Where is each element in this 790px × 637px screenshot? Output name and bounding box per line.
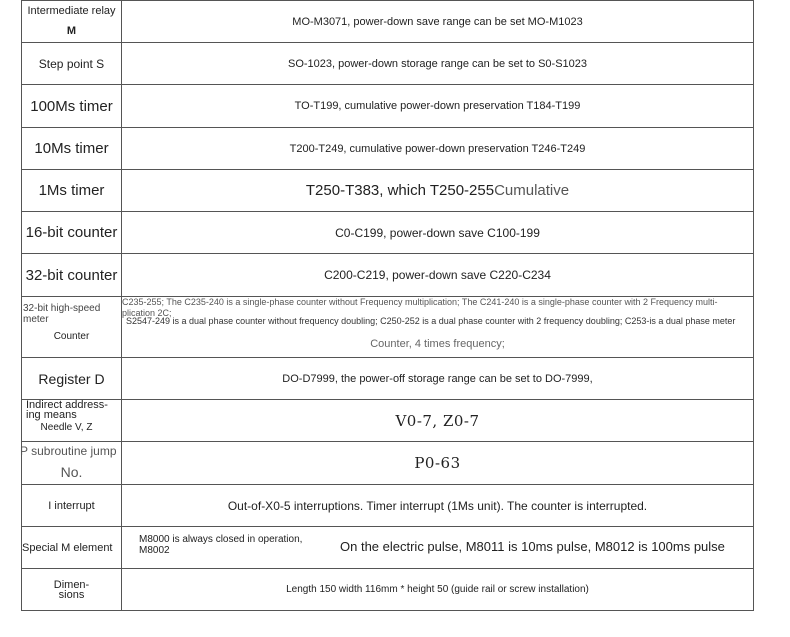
row-value-right: On the electric pulse, M8011 is 10ms pulse, M8012 is 100ms pulse — [340, 539, 725, 554]
table-row — [22, 212, 754, 254]
row-label: 1Ms timer — [22, 170, 122, 212]
row-label-text: P subroutine jump — [20, 444, 117, 458]
row-value-line-1: C235-255; The C235-240 is a single-phase counter without Frequency multiplication; The C241-240 is a single-phase counter with 2 Frequency multi-plication 2C; — [122, 297, 718, 318]
row-label — [22, 569, 122, 611]
row-value: TO-T199, cumulative power-down preservation T184-T199 — [122, 85, 754, 128]
row-label-subtext: Counter — [53, 331, 90, 342]
table-row — [22, 254, 754, 297]
row-label — [22, 297, 122, 358]
table-row — [22, 170, 754, 212]
row-value: C200-C219, power-down save C220-C234 — [122, 254, 754, 297]
row-label: 32-bit counter — [22, 254, 122, 297]
row-value: P0-63 — [122, 442, 754, 485]
row-value — [122, 297, 754, 358]
spec-table — [21, 0, 754, 611]
row-label — [22, 1, 122, 43]
table-row — [22, 400, 754, 442]
row-label-subtext: M — [66, 25, 77, 37]
row-value: MO-M3071, power-down save range can be set MO-M1023 — [122, 1, 754, 43]
row-value: Out-of-X0-5 interruptions. Timer interrupt (1Ms unit). The counter is interrupted. — [122, 485, 754, 527]
row-label-subtext: Needle V, Z — [40, 422, 93, 433]
row-label-text: Dimen-sions — [53, 578, 90, 601]
row-label: Special M element — [22, 527, 122, 569]
row-label: I interrupt — [22, 485, 122, 527]
row-label-subtext: No. — [60, 464, 83, 480]
row-label: Register D — [22, 358, 122, 400]
table-row — [22, 485, 754, 527]
row-value: DO-D7999, the power-off storage range can be set to DO-7999, — [122, 358, 754, 400]
row-label: 10Ms timer — [22, 128, 122, 170]
row-value: Length 150 width 116mm * height 50 (guide rail or screw installation) — [122, 569, 754, 611]
table-row — [22, 43, 754, 85]
row-value — [122, 170, 754, 212]
row-label-text: Indirect address-ing means — [26, 399, 108, 421]
table-row — [22, 128, 754, 170]
table-row — [22, 569, 754, 611]
row-value-suffix: Cumulative — [494, 181, 570, 199]
row-value-line-2: S2547-249 is a dual phase counter without frequency doubling; C250-252 is a dual phase counter with 2 frequency doubling; C253-is a dual phase meter — [126, 316, 736, 326]
row-value — [122, 527, 754, 569]
row-value: T200-T249, cumulative power-down preservation T246-T249 — [122, 128, 754, 170]
row-label: 16-bit counter — [22, 212, 122, 254]
row-label-text: Intermediate relay — [27, 5, 116, 17]
row-value-left: M8000 is always closed in operation, M8002 — [139, 534, 303, 556]
row-label: Step point S — [22, 43, 122, 85]
row-value: C0-C199, power-down save C100-199 — [122, 212, 754, 254]
table-row — [22, 527, 754, 569]
row-value: SO-1023, power-down storage range can be set to S0-S1023 — [122, 43, 754, 85]
row-value: V0-7, Z0-7 — [122, 400, 754, 442]
table-row — [22, 358, 754, 400]
table-row — [22, 442, 754, 485]
row-value-text: T250-T383, which T250-255 — [305, 181, 495, 199]
row-label-text: 32-bit high-speed meter — [23, 303, 101, 325]
row-label: 100Ms timer — [22, 85, 122, 128]
table-row — [22, 297, 754, 358]
row-label — [22, 400, 122, 442]
table-row — [22, 85, 754, 128]
table-row — [22, 1, 754, 43]
row-label — [22, 442, 122, 485]
row-value-line-3: Counter, 4 times frequency; — [370, 338, 505, 350]
